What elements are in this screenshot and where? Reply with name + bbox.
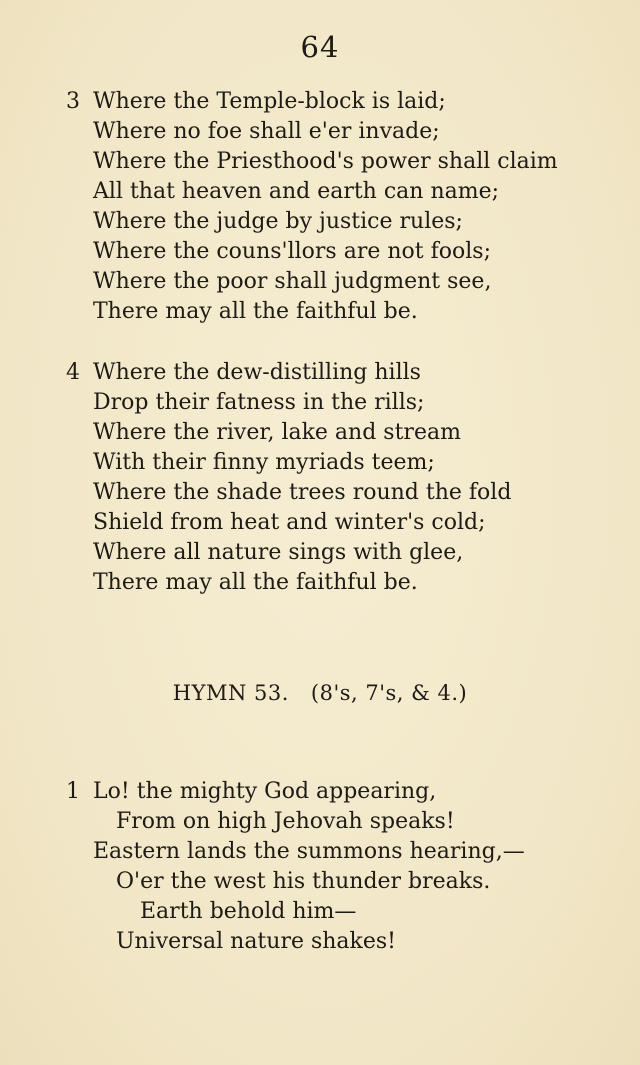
page-number: 64 <box>300 30 340 64</box>
verse-line-text: Where the river, lake and stream <box>93 420 461 445</box>
verse-line-text: Where no foe shall e'er invade; <box>93 119 440 144</box>
verse-line-text: Where the shade trees round the fold <box>93 480 512 505</box>
verse-line-text: Where the Temple-block is laid; <box>93 89 446 114</box>
verse-line-text: Where the judge by justice rules; <box>93 209 463 234</box>
verse-line-text: O'er the west his thunder breaks. <box>116 869 491 894</box>
verse-line-text: There may all the faithful be. <box>93 299 418 324</box>
stanza-number: 3 <box>66 89 80 114</box>
verse-line-text: With their finny myriads teem; <box>93 450 435 475</box>
verse-line-text: Shield from heat and winter's cold; <box>93 510 486 535</box>
verse-line-text: Earth behold him— <box>140 899 357 924</box>
verse-line-text: Where the poor shall judgment see, <box>93 269 492 294</box>
verse-line-text: From on high Jehovah speaks! <box>116 809 455 834</box>
stanza-number: 1 <box>66 779 80 804</box>
verse-line-text: Eastern lands the summons hearing,— <box>93 839 525 864</box>
verse-line-text: Where all nature sings with glee, <box>93 540 464 565</box>
hymn-meter: (8's, 7's, & 4.) <box>310 681 468 705</box>
hymn-heading <box>0 681 640 705</box>
verse-line-text: Universal nature shakes! <box>116 929 397 954</box>
verse-line-text: There may all the faithful be. <box>93 570 418 595</box>
stanza-number: 4 <box>66 360 80 385</box>
verse-line-text: Where the couns'llors are not fools; <box>93 239 491 264</box>
verse-line-text: Where the dew-distilling hills <box>93 360 421 385</box>
verse-line-text: All that heaven and earth can name; <box>93 179 500 204</box>
hymn-title: HYMN 53. <box>172 681 289 705</box>
verse-line-text: Where the Priesthood's power shall claim <box>93 149 558 174</box>
verse-line-text: Lo! the mighty God appearing, <box>93 779 437 804</box>
verse-line-text: Drop their fatness in the rills; <box>93 390 425 415</box>
